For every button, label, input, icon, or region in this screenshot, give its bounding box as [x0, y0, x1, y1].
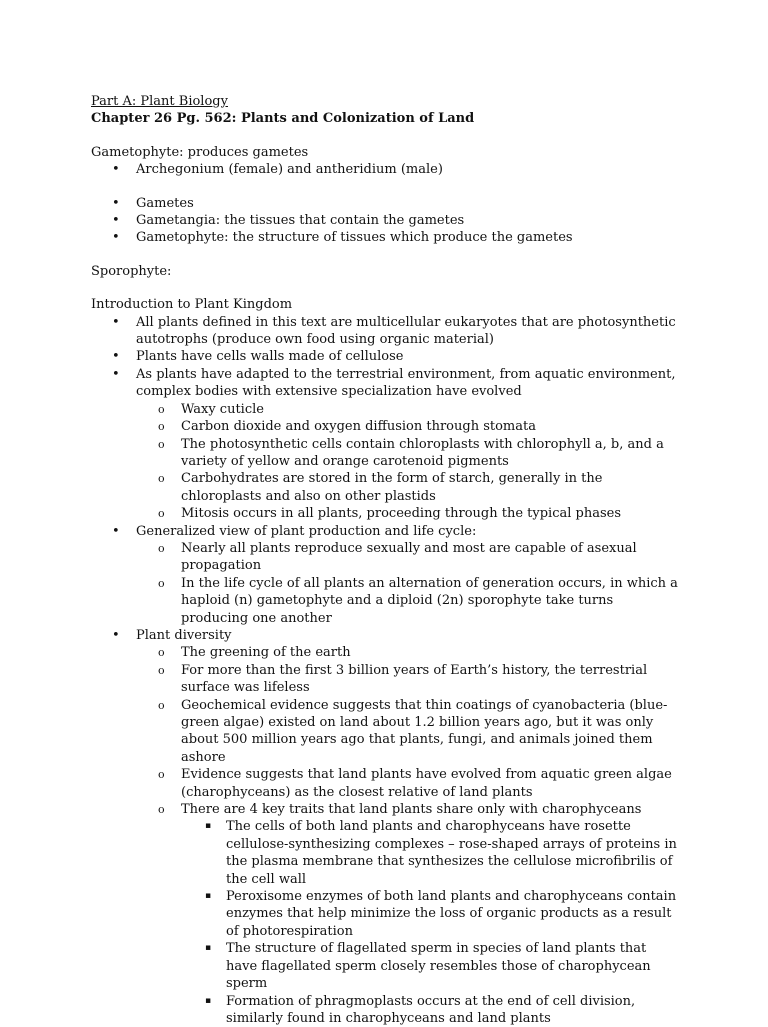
intro-list: [91, 314, 681, 1027]
list-item: • Gametes: [91, 195, 681, 212]
list-item: ▪ Peroxisome enzymes of both land plants and charophyceans contain enzymes that help minimize the loss of organic products as a result of photorespiration: [181, 888, 681, 940]
list-item: o Nearly all plants reproduce sexually and most are capable of asexual propagation: [136, 540, 681, 575]
intro-heading: Introduction to Plant Kingdom: [91, 296, 681, 313]
list-item: o The greening of the earth: [136, 644, 681, 661]
circle-marker: o: [158, 662, 165, 679]
list-item: ▪ Formation of phragmoplasts occurs at the end of cell division, similarly found in charophyceans and land plants: [181, 993, 681, 1027]
sporophyte-heading: Sporophyte:: [91, 263, 681, 280]
part-heading: Part A: Plant Biology: [91, 93, 681, 110]
key-traits-list: [181, 818, 681, 1027]
list-item: o In the life cycle of all plants an alternation of generation occurs, in which a haploid (n) gametophyte and a diploid (2n) sporophyte take turns producing one another: [136, 575, 681, 627]
circle-marker: o: [158, 540, 165, 557]
list-item: o Waxy cuticle: [136, 401, 681, 418]
square-marker: ▪: [205, 888, 211, 905]
gametophyte-list-2: [91, 195, 681, 247]
square-marker: ▪: [205, 940, 211, 957]
gametophyte-heading: Gametophyte: produces gametes: [91, 144, 681, 161]
bullet-marker: •: [112, 195, 120, 212]
bullet-marker: •: [112, 523, 120, 540]
circle-marker: o: [158, 766, 165, 783]
list-item: o For more than the first 3 billion years of Earth’s history, the terrestrial surface was lifeless: [136, 662, 681, 697]
adaptations-list: [136, 401, 681, 523]
list-item: o Carbohydrates are stored in the form of starch, generally in the chloroplasts and also on other plastids: [136, 470, 681, 505]
circle-marker: o: [158, 470, 165, 487]
bullet-marker: •: [112, 314, 120, 331]
life-cycle-list: [136, 540, 681, 627]
diversity-list: [136, 644, 681, 1027]
document-page: [91, 93, 681, 1027]
list-item: o There are 4 key traits that land plants share only with charophyceans ▪ The cells of both land plants and charophyceans have rosette cellulose-synthesizing complexes – rose-shaped arrays of proteins in the plasma membrane that synthesizes the cellulose microfibrilis of the cell wall ▪ Peroxisome enzymes of both land plants and charophyceans contain enzymes that help minimize the loss of organic products as a result of photorespiration ▪ The structure of flagellated sperm in species of land plants that have flagellated sperm closely resembles those of charophycean sperm ▪ Formation of phragmoplasts occurs at the end of cell division, similarly found in charophyceans and land plants: [136, 801, 681, 1027]
list-item: • Plant diversity o The greening of the earth o For more than the first 3 billion years of Earth’s history, the terrestrial surface was lifeless o Geochemical evidence suggests that thin coatings of cyanobacteria (blue-green algae) existed on land about 1.2 billion years ago, but it was only about 500 million years ago that plants, fungi, and animals joined them ashore o Evidence suggests that land plants have evolved from aquatic green algae (charophyceans) as the closest relative of land plants o There are 4 key traits that land plants share only with charophyceans ▪ The cells of both land plants and charophyceans have rosette cellulose-synthesizing complexes – rose-shaped arrays of proteins in the plasma membrane that synthesizes the cellulose microfibrilis of the cell wall ▪ Peroxisome enzymes of both land plants and charophyceans contain enzymes that help minimize the loss of organic products as a result of photorespiration ▪ The structure of flagellated sperm in species of land plants that have flagellated sperm closely resembles those of charophycean sperm ▪ Formation of phragmoplasts occurs at the end of cell division, similarly found in charophyceans and land plants: [91, 627, 681, 1027]
list-item: • Generalized view of plant production and life cycle: o Nearly all plants reproduce sexually and most are capable of asexual propagation o In the life cycle of all plants an alternation of generation occurs, in which a haploid (n) gametophyte and a diploid (2n) sporophyte take turns producing one another: [91, 523, 681, 627]
circle-marker: o: [158, 801, 165, 818]
circle-marker: o: [158, 505, 165, 522]
list-item: • Archegonium (female) and antheridium (male): [91, 161, 681, 178]
list-item: o Geochemical evidence suggests that thin coatings of cyanobacteria (blue-green algae) existed on land about 1.2 billion years ago, but it was only about 500 million years ago that plants, fungi, and animals joined them ashore: [136, 697, 681, 767]
bullet-marker: •: [112, 627, 120, 644]
bullet-marker: •: [112, 366, 120, 383]
circle-marker: o: [158, 436, 165, 453]
bullet-marker: •: [112, 212, 120, 229]
list-item: o Carbon dioxide and oxygen diffusion through stomata: [136, 418, 681, 435]
list-item: • Plants have cells walls made of cellulose: [91, 348, 681, 365]
list-item: ▪ The structure of flagellated sperm in species of land plants that have flagellated sperm closely resembles those of charophycean sperm: [181, 940, 681, 992]
list-item: o The photosynthetic cells contain chloroplasts with chlorophyll a, b, and a variety of yellow and orange carotenoid pigments: [136, 436, 681, 471]
circle-marker: o: [158, 575, 165, 592]
circle-marker: o: [158, 418, 165, 435]
bullet-marker: •: [112, 348, 120, 365]
chapter-title: Chapter 26 Pg. 562: Plants and Colonization of Land: [91, 110, 681, 127]
square-marker: ▪: [205, 993, 211, 1010]
list-item: ▪ The cells of both land plants and charophyceans have rosette cellulose-synthesizing complexes – rose-shaped arrays of proteins in the plasma membrane that synthesizes the cellulose microfibrilis of the cell wall: [181, 818, 681, 888]
gametophyte-list-1: [91, 161, 681, 178]
square-marker: ▪: [205, 818, 211, 835]
list-item: • As plants have adapted to the terrestrial environment, from aquatic environment, complex bodies with extensive specialization have evolved o Waxy cuticle o Carbon dioxide and oxygen diffusion through stomata o The photosynthetic cells contain chloroplasts with chlorophyll a, b, and a variety of yellow and orange carotenoid pigments o Carbohydrates are stored in the form of starch, generally in the chloroplasts and also on other plastids o Mitosis occurs in all plants, proceeding through the typical phases: [91, 366, 681, 523]
list-item: o Mitosis occurs in all plants, proceeding through the typical phases: [136, 505, 681, 522]
circle-marker: o: [158, 401, 165, 418]
bullet-marker: •: [112, 229, 120, 246]
bullet-marker: •: [112, 161, 120, 178]
list-item: • Gametophyte: the structure of tissues which produce the gametes: [91, 229, 681, 246]
list-item: • All plants defined in this text are multicellular eukaryotes that are photosynthetic autotrophs (produce own food using organic material): [91, 314, 681, 349]
list-item: • Gametangia: the tissues that contain the gametes: [91, 212, 681, 229]
circle-marker: o: [158, 644, 165, 661]
circle-marker: o: [158, 697, 165, 714]
list-item: o Evidence suggests that land plants have evolved from aquatic green algae (charophyceans) as the closest relative of land plants: [136, 766, 681, 801]
